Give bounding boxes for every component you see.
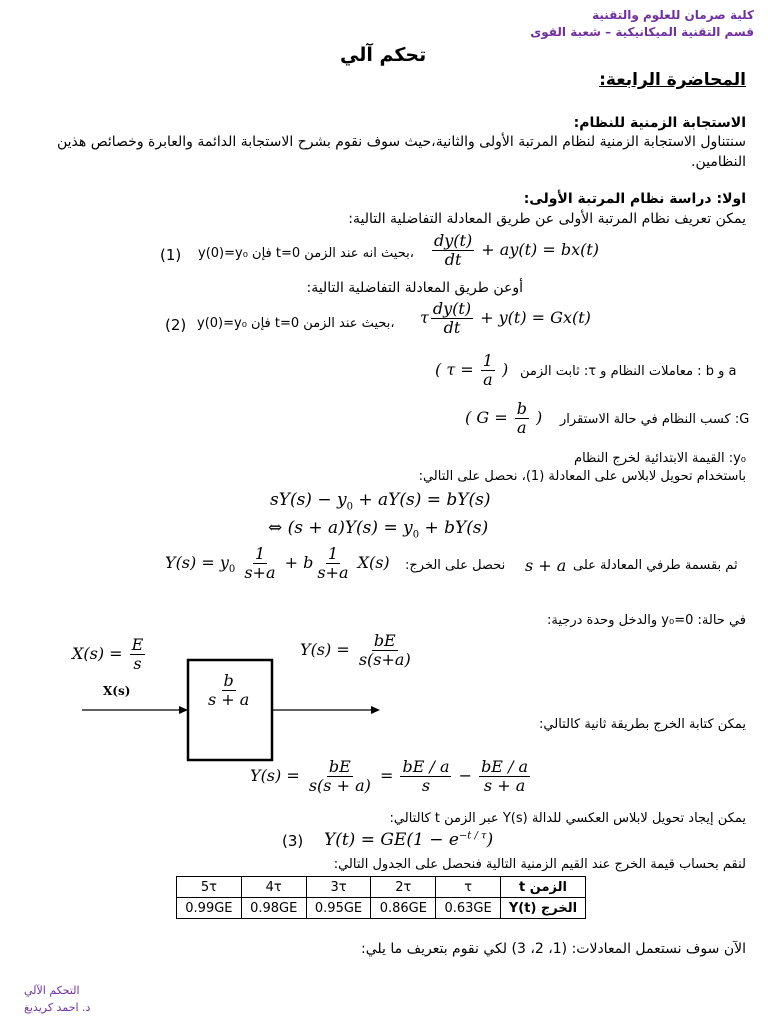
definition-text: يمكن تعريف نظام المرتبة الأولى عن طريق المعادلة التفاضلية التالية: <box>348 211 746 227</box>
table-cell: 2τ <box>371 877 436 898</box>
section1-heading: الاستجابة الزمنية للنظام: <box>573 115 746 131</box>
equation-1 <box>160 232 610 282</box>
eq1-number: (1) <box>160 246 182 264</box>
table-row <box>177 877 586 898</box>
eq1-condition: ،بحيث انه عند الزمن t=0 فإن y(0)=y₀ <box>198 246 414 261</box>
table-row-label: الخرج Y(t) <box>501 898 586 919</box>
eq2-number: (2) <box>165 316 187 334</box>
param-y0-text: y₀: القيمة الابتدائية لخرج النظام <box>574 451 746 466</box>
footer-author: د. احمد كريديغ <box>24 1001 91 1014</box>
input-formula: X(s) = $\frac{E}{s}$ <box>72 635 144 673</box>
param-ab-line <box>430 352 750 396</box>
table-cell: 5τ <box>177 877 242 898</box>
divide-line <box>405 558 750 578</box>
header-department: قسم التقنية الميكانيكية – شعبة القوى <box>530 25 754 39</box>
param-ab-text: a و b : معاملات النظام و τ: ثابت الزمن <box>520 364 737 379</box>
table-cell: 0.98GE <box>241 898 306 919</box>
eq1-formula: $\frac{dy(t)}{dt}$ + ay(t) = bx(t) <box>434 231 600 269</box>
input-label: X(s) <box>103 684 131 698</box>
eq3-number: (3) <box>282 832 304 850</box>
table-cell: 0.86GE <box>371 898 436 919</box>
laplace-text: باستخدام تحويل لابلاس على المعادلة (1)، نحصل على التالي: <box>418 469 746 484</box>
eq2-formula: τ $\frac{dy(t)}{dt}$ + y(t) = Gx(t) <box>420 299 591 337</box>
section2-heading: اولا: دراسة نظام المرتبة الأولى: <box>523 191 746 207</box>
table-row <box>177 898 586 919</box>
eq2-condition: ،بحيث عند الزمن t=0 فإن y(0)=y₀ <box>197 316 395 331</box>
alt-text: يمكن كتابة الخرج بطريقة ثانية كالتالي: <box>539 717 746 732</box>
g-formula: ( G = $\frac{b}{a}$ ) <box>465 399 543 437</box>
divide-text: ثم بقسمة طرفي المعادلة على <box>573 558 738 573</box>
partial-fraction-eq: Y(s) = $\frac{bE}{s(s + a)}$ = $\frac{bE / a}{s}$ − $\frac{bE / a}{s + a}$ <box>250 757 529 795</box>
case-text: في حالة: y₀=0 والدخل وحدة درجية: <box>547 613 746 628</box>
eq3-formula: $Y(t) = GE(1 - e^{-t / \tau})$ <box>324 830 494 850</box>
param-g-text: G: كسب النظام في حالة الاستقرار <box>560 412 750 427</box>
table-cell: 0.63GE <box>436 898 501 919</box>
table-cell: 3τ <box>306 877 371 898</box>
lecture-heading: المحاضرة الرابعة: <box>599 70 746 90</box>
param-g-line <box>465 400 755 444</box>
table-cell: 4τ <box>241 877 306 898</box>
closing-text: الآن سوف نستعمل المعادلات: (1، 2، 3) لكي نقوم بتعريف ما يلي: <box>361 941 746 957</box>
table-text: لنقم بحساب قيمة الخرج عند القيم الزمنية التالية فنحصل على الجدول التالي: <box>333 857 746 872</box>
table-cell: 0.95GE <box>306 898 371 919</box>
divide-text-2: نحصل على الخرج: <box>405 558 506 573</box>
footer-course: التحكم الآلي <box>24 984 80 997</box>
transfer-function: $\frac{b}{s + a}$ <box>208 671 250 709</box>
section1-intro: سنتناول الاستجابة الزمنية لنظام المرتبة الأولى والثانية،حيث سوف نقوم بشرح الاستجابة الدائمة والعابرة وخصائص هذين النظامين. <box>56 134 746 170</box>
or-text: أوعن طريق المعادلة التفاضلية التالية: <box>306 280 523 296</box>
equation-2 <box>165 300 605 350</box>
output-formula: Y(s) = $\frac{bE}{s(s+a)}$ <box>300 631 411 669</box>
table-cell: τ <box>436 877 501 898</box>
laplace-eq-a: $sY(s) - y_0 + aY(s) = bY(s)$ <box>270 490 491 513</box>
equation-3 <box>282 830 502 854</box>
output-equation: $Y(s) = y_0$ $\frac{1}{s+a}$ + b $\frac{1}{s+a}$ X(s) <box>165 544 390 582</box>
table-cell: 0.99GE <box>177 898 242 919</box>
inverse-text: يمكن إيجاد تحويل لابلاس العكسي للدالة Y(s) عبر الزمن t كالتالي: <box>389 811 746 826</box>
tau-formula: ( τ = $\frac{1}{a}$ ) <box>435 351 509 389</box>
header-college: كلية صرمان للعلوم والتقنية <box>592 8 754 22</box>
page-title: تحكم آلي <box>340 44 427 66</box>
laplace-eq-b: ⇔ $(s + a)Y(s) = y_0 + bY(s)$ <box>268 518 489 541</box>
output-arrowhead <box>371 706 380 714</box>
input-arrowhead <box>179 706 188 714</box>
table-row-label: الزمن t <box>501 877 586 898</box>
s-plus-a: s + a <box>525 556 567 575</box>
response-table <box>176 876 586 919</box>
